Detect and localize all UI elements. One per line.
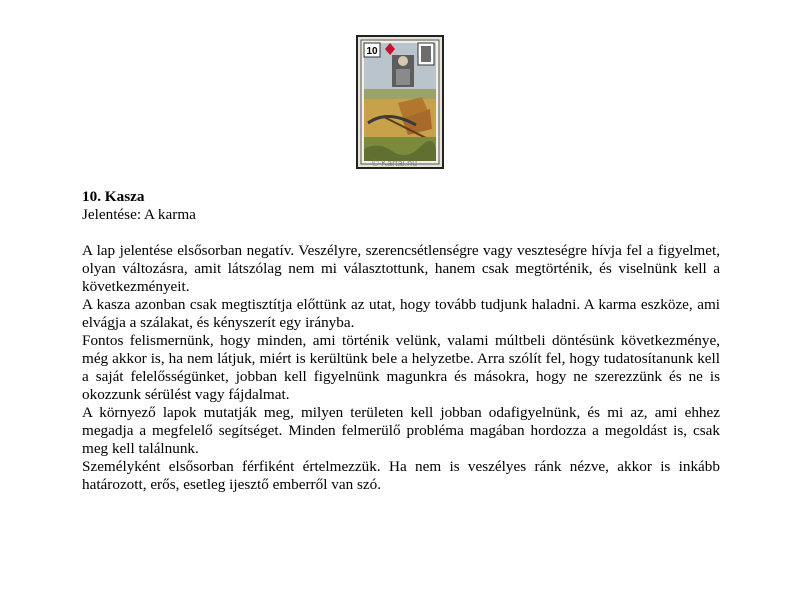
paragraph-1: A lap jelentése elsősorban negatív. Veszélyre, szerencsétlenségre vagy veszteségre hívja fel a figyelmet, olyan változásra, amit látszólag nem mi választottunk, hanem csak megtörténik, és viselnünk kell a következményeit. bbox=[82, 242, 720, 295]
card-illustration bbox=[358, 37, 442, 167]
paragraph-4: A környező lapok mutatják meg, milyen területen kell jobban odafigyelnünk, és mi az, ami ehhez megadja a megfelelő segítséget. Minden felmerülő probléma magában hordozza a megoldást is, csak meg kell találnunk. bbox=[82, 404, 720, 457]
card-subtitle: Jelentése: A karma bbox=[82, 206, 196, 223]
card-watermark: © Kartal.hu bbox=[372, 158, 418, 168]
paragraph-3: Fontos felismernünk, hogy minden, ami történik velünk, valami múltbeli döntésünk következménye, még akkor is, ha nem látjuk, miért is kerültünk bele a helyzetbe. Arra szólít fel, hogy tudatosítanunk kell a saját felelősségünket, jobban kell figyelnünk magunkra és másokra, hogy ne szerezzünk és ne is okozzunk sérülést vagy fájdalmat. bbox=[82, 332, 720, 403]
paragraph-5: Személyként elsősorban férfiként értelmezzük. Ha nem is veszélyes ránk nézve, akkor is inkább határozott, erős, esetleg ijesztő emberről van szó. bbox=[82, 458, 720, 493]
paragraph-2: A kasza azonban csak megtisztítja előttünk az utat, hogy tovább tudjunk haladni. A karma eszköze, ami elvágja a szálakat, és kényszerít egy irányba. bbox=[82, 296, 720, 331]
card-image-scythe bbox=[356, 35, 444, 169]
card-number: 10 bbox=[366, 46, 378, 57]
card-title: 10. Kasza bbox=[82, 188, 145, 205]
card-description bbox=[82, 188, 720, 494]
